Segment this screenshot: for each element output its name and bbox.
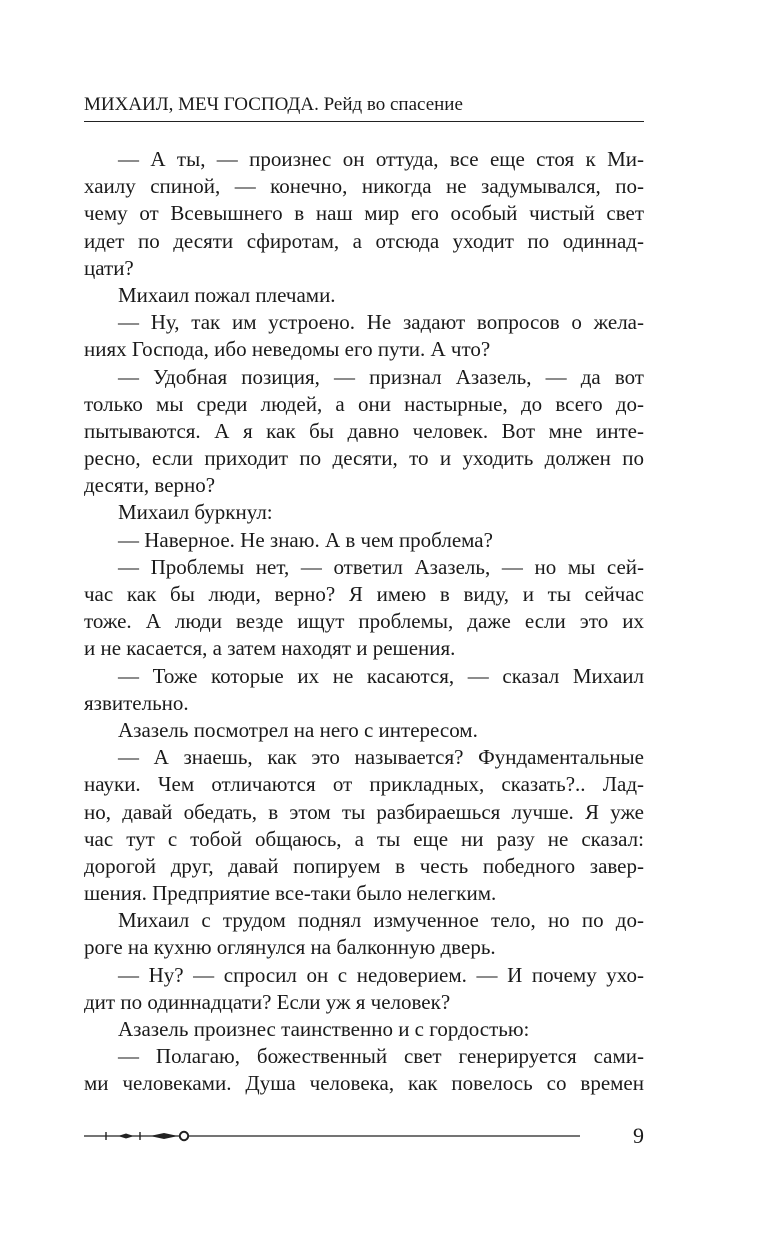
text-line: ресно, если приходит по десяти, то и уходить должен по [84,446,644,471]
text-line: тоже. А люди везде ищут проблемы, даже если это их [84,609,644,634]
text-line: цати? [84,255,134,280]
text-line: — Удобная позиция, — признал Азазель, — да вот [118,364,644,389]
text-line: — Тоже которые их не касаются, — сказал Михаил [118,663,644,688]
text-line: язвительно. [84,690,189,715]
text-line: — А знаешь, как это называется? Фундаментальные [118,745,644,770]
text-line: роге на кухню оглянулся на балконную дверь. [84,935,496,960]
page-body [84,146,644,1098]
text-line: ми человеками. Душа человека, как повелось со времен [84,1071,644,1096]
text-line: только мы среди людей, а они настырные, до всего до- [84,391,644,416]
text-line: — Полагаю, божественный свет генерируется сами- [118,1044,644,1069]
text-line: — Ну, так им устроено. Не задают вопросов о жела- [118,310,644,335]
text-line: Азазель произнес таинственно и с гордостью: [118,1017,530,1041]
text-line: Михаил пожал плечами. [118,282,336,307]
header-rule [84,121,644,122]
text-line: чему от Всевышнего в наш мир его особый чистый свет [84,201,644,226]
running-header: МИХАИЛ, МЕЧ ГОСПОДА. Рейд во спасение [84,94,463,115]
text-line: Михаил с трудом поднял измученное тело, но по до- [118,908,644,933]
text-line: — А ты, — произнес он оттуда, все еще стоя к Ми- [118,147,644,171]
text-line: — Ну? — спросил он с недоверием. — И почему ухо- [118,962,644,987]
text-line: но, давай обедать, в этом ты разбираешься лучше. Я уже [84,799,644,824]
text-line: ниях Господа, ибо неведомы его пути. А что? [84,337,491,362]
text-line: — Проблемы нет, — ответил Азазель, — но мы сей- [118,554,644,579]
text-line: Азазель посмотрел на него с интересом. [118,717,478,742]
text-line: Михаил буркнул: [118,500,273,525]
text-line: и не касается, а затем находят и решения. [84,636,456,661]
text-line: дорогой друг, давай попируем в честь победного завер- [84,853,644,878]
text-line: час тут с тобой общаюсь, а ты еще ни разу не сказал: [84,826,644,851]
text-line: пытываются. А я как бы давно человек. Вот мне инте- [84,418,644,443]
text-line: час как бы люди, верно? Я имею в виду, и ты сейчас [84,582,644,606]
text-line: науки. Чем отличаются от прикладных, сказать?.. Лад- [84,772,644,797]
text-line: идет по десяти сфиротам, а отсюда уходит по одиннад- [84,228,644,253]
text-line: шения. Предприятие все-таки было нелегким. [84,881,497,906]
page-footer [84,1124,644,1148]
text-line: дит по одиннадцати? Если уж я человек? [84,989,451,1014]
text-line: хаилу спиной, — конечно, никогда не задумывался, по- [84,174,644,199]
page-number: 9 [633,1123,644,1148]
footer-ornament-icon [84,1124,584,1148]
text-line: — Наверное. Не знаю. А в чем проблема? [118,527,493,552]
text-line: десяти, верно? [84,473,216,498]
